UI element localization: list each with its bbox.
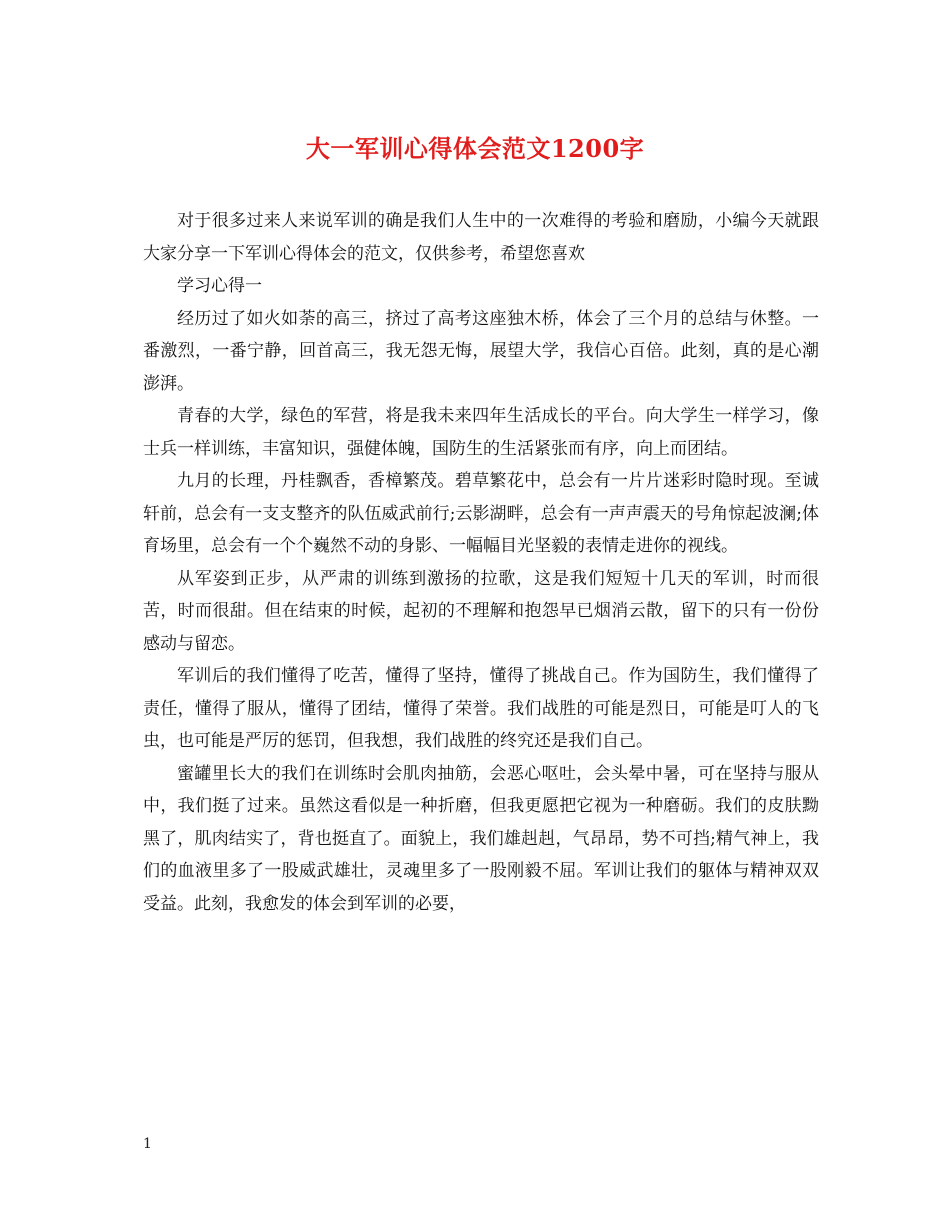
paragraph: 青春的大学，绿色的军营，将是我未来四年生活成长的平台。向大学生一样学习，像士兵一样训练，丰富知识，强健体魄，国防生的生活紧张而有序，向上而团结。	[143, 406, 819, 459]
document-body	[143, 205, 819, 920]
paragraph: 经历过了如火如荼的高三，挤过了高考这座独木桥，体会了三个月的总结与休整。一番激烈，一番宁静，回首高三，我无怨无悔，展望大学，我信心百倍。此刻，真的是心潮澎湃。	[143, 308, 819, 394]
paragraph: 蜜罐里长大的我们在训练时会肌肉抽筋，会恶心呕吐，会头晕中暑，可在坚持与服从中，我们挺了过来。虽然这看似是一种折磨，但我更愿把它视为一种磨砺。我们的皮肤黝黑了，肌肉结实了，背也挺直了。面貌上，我们雄赳赳，气昂昂，势不可挡;精气神上，我们的血液里多了一股威武雄壮，灵魂里多了一股刚毅不屈。军训让我们的躯体与精神双双受益。此刻，我愈发的体会到军训的必要，	[143, 763, 819, 914]
paragraph: 军训后的我们懂得了吃苦，懂得了坚持，懂得了挑战自己。作为国防生，我们懂得了责任，懂得了服从，懂得了团结，懂得了荣誉。我们战胜的可能是烈日，可能是叮人的飞虫，也可能是严厉的惩罚，但我想，我们战胜的终究还是我们自己。	[143, 666, 819, 751]
page-number: 1	[143, 1136, 152, 1152]
section-heading: 学习心得一	[177, 276, 262, 296]
paragraph: 九月的长理，丹桂飘香，香樟繁茂。碧草繁花中，总会有一片片迷彩时隐时现。至诚轩前，总会有一支支整齐的队伍威武前行;云影湖畔，总会有一声声震天的号角惊起波澜;体育场里，总会有一个个巍然不动的身影、一幅幅目光坚毅的表情走进你的视线。	[143, 471, 819, 556]
paragraph-intro: 对于很多过来人来说军训的确是我们人生中的一次难得的考验和磨励，小编今天就跟大家分享一下军训心得体会的范文，仅供参考，希望您喜欢	[143, 211, 819, 264]
document-title: 大一军训心得体会范文1200字	[305, 134, 645, 163]
paragraph: 从军姿到正步，从严肃的训练到激扬的拉歌，这是我们短短十几天的军训，时而很苦，时而很甜。但在结束的时候，起初的不理解和抱怨早已烟消云散，留下的只有一份份感动与留恋。	[143, 568, 819, 654]
